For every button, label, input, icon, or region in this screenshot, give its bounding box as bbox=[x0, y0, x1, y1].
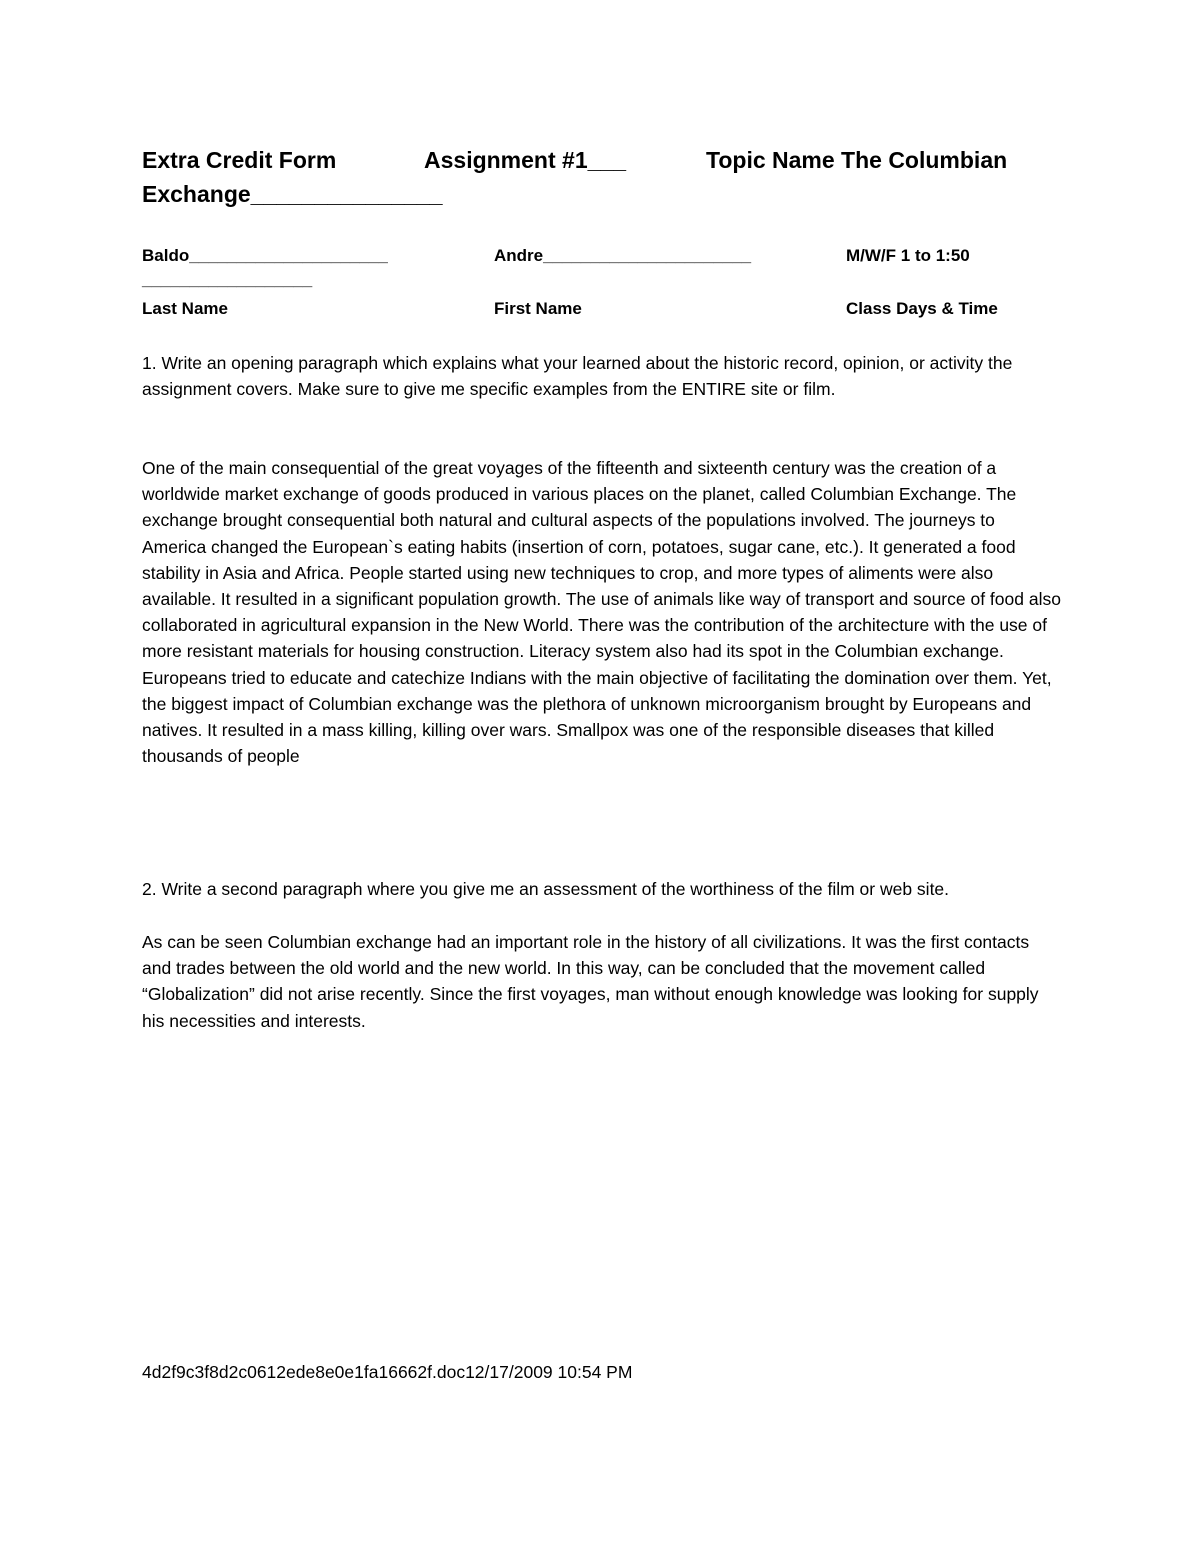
assignment-number: Assignment #1___ bbox=[424, 147, 626, 173]
student-info-row bbox=[142, 244, 1042, 268]
document-footer: 4d2f9c3f8d2c0612ede8e0e1fa16662f.doc12/17/2009 10:54 PM bbox=[142, 1362, 633, 1382]
question-2: 2. Write a second paragraph where you give me an assessment of the worthiness of the film or web site. bbox=[142, 879, 950, 899]
form-title: Extra Credit Form bbox=[142, 147, 337, 173]
answer-1: One of the main consequential of the great voyages of the fifteenth and sixteenth century was the creation of a worldwide market exchange of goods produced in various places on the planet, called Columbian Exchange. The exchange brought consequential both natural and cultural aspects of the populations involved. The journeys to America changed the European`s eating habits (insertion of corn, potatoes, sugar cane, etc.). It generated a food stability in Asia and Africa. People started using new techniques to crop, and more types of aliments were also available. It resulted in a significant population growth. The use of animals like way of transport and source of food also collaborated in agricultural expansion in the New World. There was the contribution of the architecture with the use of more resistant materials for housing construction. Literacy system also had its spot in the Columbian exchange. Europeans tried to educate and catechize Indians with the main objective of facilitating the domination over them. Yet, the biggest impact of Columbian exchange was the plethora of unknown microorganism brought by Europeans and natives. It resulted in a mass killing, killing over wars. Smallpox was one of the responsible diseases that killed thousands of people bbox=[142, 458, 1061, 767]
form-header bbox=[142, 143, 1042, 211]
first-name-value: Andre______________________ bbox=[494, 246, 752, 265]
class-time-label: Class Days & Time bbox=[846, 299, 998, 318]
blank-line: __________________ bbox=[142, 270, 313, 289]
form-header-row bbox=[142, 143, 1042, 177]
topic-name-continued: Exchange_______________ bbox=[142, 181, 443, 207]
last-name-value: Baldo_____________________ bbox=[142, 246, 388, 265]
question-1: 1. Write an opening paragraph which explains what your learned about the historic record, opinion, or activity the assignment covers. Make sure to give me specific examples from the ENTIRE site or film. bbox=[142, 353, 1013, 400]
student-label-row bbox=[142, 297, 1042, 321]
last-name-label: Last Name bbox=[142, 299, 228, 318]
answer-2: As can be seen Columbian exchange had an important role in the history of all civilizations. It was the first contacts and trades between the old world and the new world. In this way, can be concluded that the movement called “Globalization” did not arise recently. Since the first voyages, man without enough knowledge was looking for supply his necessities and interests. bbox=[142, 932, 1039, 1031]
topic-name: Topic Name The Columbian bbox=[706, 147, 1008, 173]
first-name-label: First Name bbox=[494, 299, 582, 318]
class-time-value: M/W/F 1 to 1:50 bbox=[846, 246, 970, 265]
